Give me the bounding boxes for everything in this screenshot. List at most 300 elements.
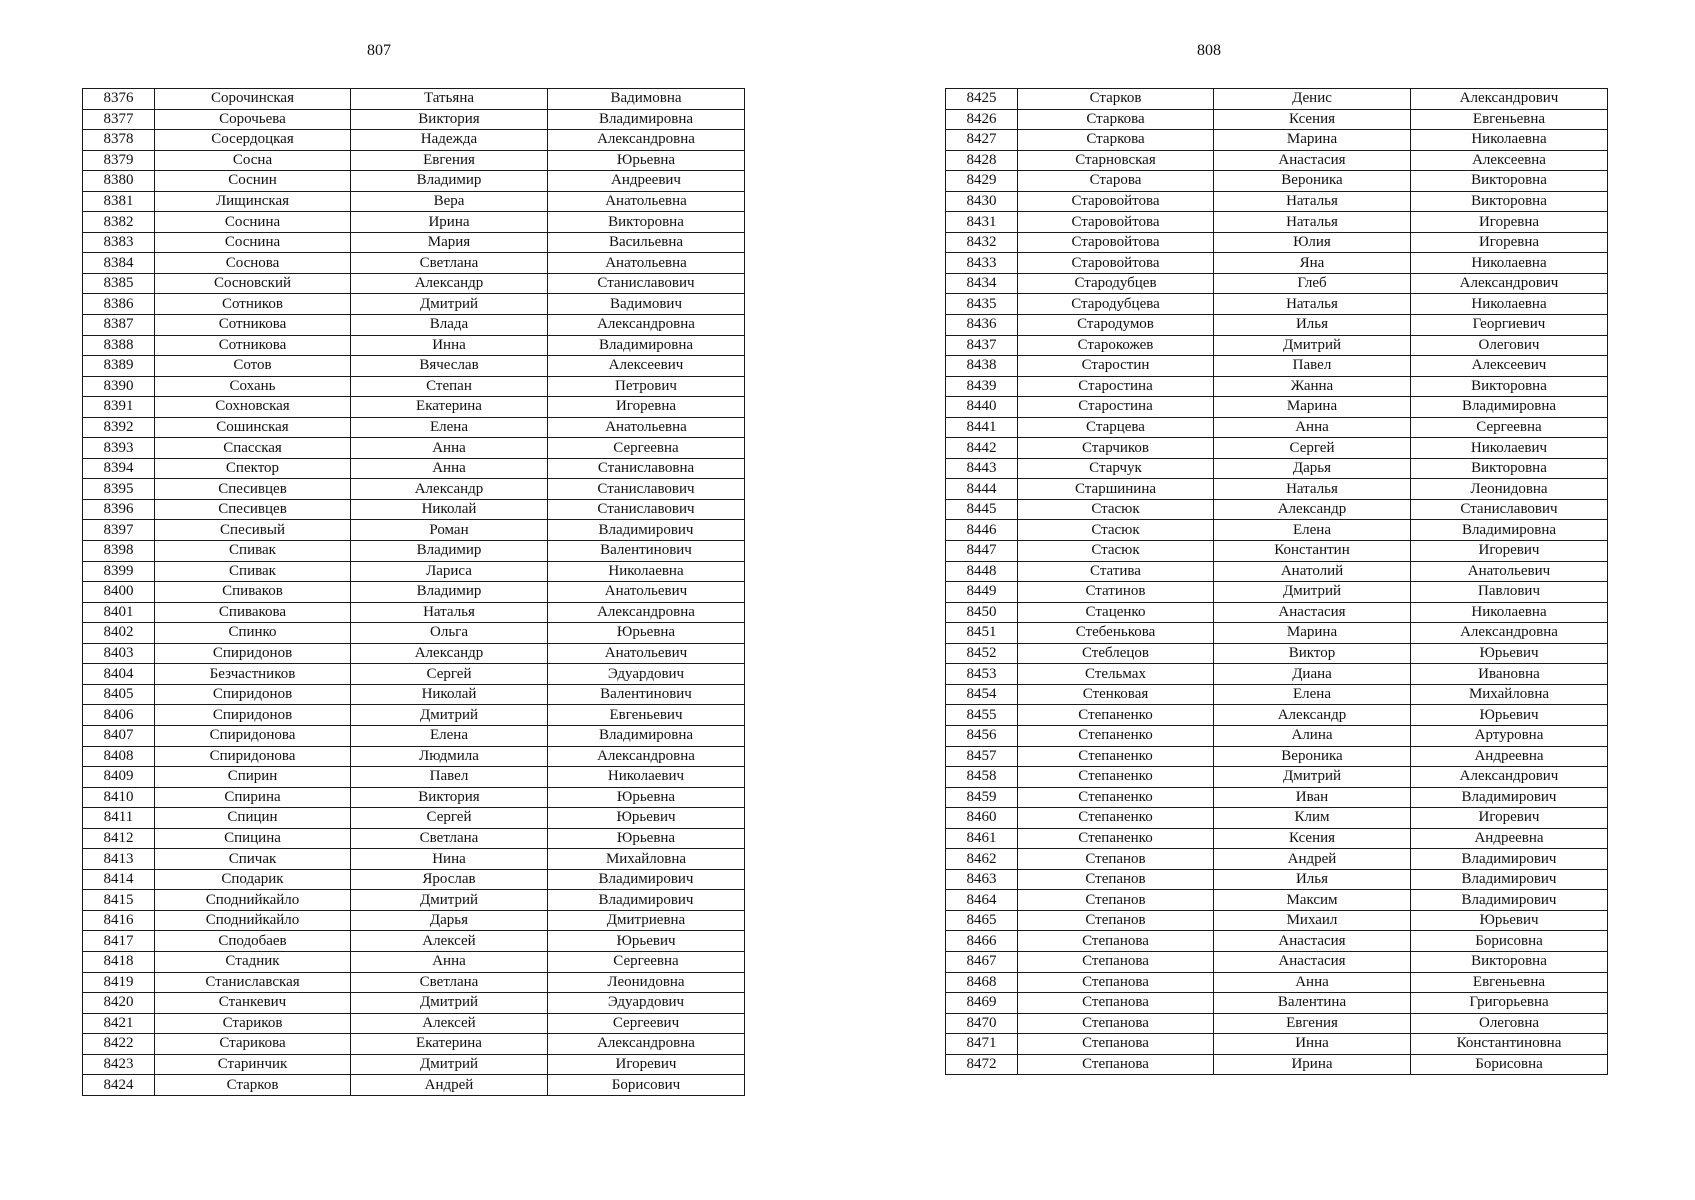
cell-last-name: Сорочьева bbox=[155, 109, 351, 130]
cell-first-name: Дмитрий bbox=[1214, 582, 1411, 603]
table-row bbox=[946, 951, 1608, 972]
cell-patronymic: Владимирович bbox=[548, 890, 745, 911]
cell-patronymic: Юрьевич bbox=[548, 808, 745, 829]
table-row bbox=[946, 376, 1608, 397]
cell-last-name: Сподарик bbox=[155, 869, 351, 890]
page-number: 807 bbox=[367, 42, 391, 59]
cell-patronymic: Станиславович bbox=[548, 479, 745, 500]
table-row bbox=[83, 232, 745, 253]
cell-patronymic: Александрович bbox=[1411, 273, 1608, 294]
cell-number: 8455 bbox=[946, 705, 1018, 726]
cell-number: 8430 bbox=[946, 191, 1018, 212]
cell-first-name: Александр bbox=[351, 273, 548, 294]
cell-patronymic: Игоревна bbox=[1411, 212, 1608, 233]
cell-patronymic: Евгеньевна bbox=[1411, 109, 1608, 130]
cell-first-name: Евгения bbox=[351, 150, 548, 171]
cell-number: 8399 bbox=[83, 561, 155, 582]
cell-patronymic: Александровна bbox=[548, 746, 745, 767]
cell-patronymic: Викторовна bbox=[1411, 191, 1608, 212]
cell-first-name: Татьяна bbox=[351, 89, 548, 110]
cell-patronymic: Владимировна bbox=[548, 335, 745, 356]
cell-patronymic: Дмитриевна bbox=[548, 910, 745, 931]
cell-last-name: Соснина bbox=[155, 232, 351, 253]
cell-patronymic: Владимировна bbox=[1411, 520, 1608, 541]
table-row bbox=[946, 458, 1608, 479]
cell-first-name: Наталья bbox=[1214, 294, 1411, 315]
table-row bbox=[83, 253, 745, 274]
cell-last-name: Стадник bbox=[155, 951, 351, 972]
cell-first-name: Анна bbox=[351, 458, 548, 479]
cell-patronymic: Эдуардович bbox=[548, 993, 745, 1014]
cell-patronymic: Николаевич bbox=[548, 767, 745, 788]
table-row bbox=[83, 705, 745, 726]
cell-first-name: Николай bbox=[351, 499, 548, 520]
table-row bbox=[946, 664, 1608, 685]
cell-last-name: Степаненко bbox=[1018, 828, 1214, 849]
cell-patronymic: Леонидовна bbox=[548, 972, 745, 993]
cell-patronymic: Константиновна bbox=[1411, 1034, 1608, 1055]
cell-number: 8377 bbox=[83, 109, 155, 130]
cell-first-name: Инна bbox=[1214, 1034, 1411, 1055]
cell-first-name: Виктор bbox=[1214, 643, 1411, 664]
cell-number: 8468 bbox=[946, 972, 1018, 993]
cell-number: 8446 bbox=[946, 520, 1018, 541]
cell-last-name: Споднийкайло bbox=[155, 910, 351, 931]
cell-first-name: Анна bbox=[1214, 417, 1411, 438]
table-row bbox=[83, 376, 745, 397]
cell-number: 8395 bbox=[83, 479, 155, 500]
cell-number: 8407 bbox=[83, 725, 155, 746]
cell-patronymic: Артуровна bbox=[1411, 725, 1608, 746]
cell-number: 8427 bbox=[946, 130, 1018, 151]
cell-last-name: Степанова bbox=[1018, 931, 1214, 952]
cell-number: 8414 bbox=[83, 869, 155, 890]
cell-patronymic: Игоревич bbox=[1411, 808, 1608, 829]
cell-first-name: Дмитрий bbox=[1214, 335, 1411, 356]
cell-first-name: Екатерина bbox=[351, 397, 548, 418]
cell-patronymic: Владимирович bbox=[1411, 787, 1608, 808]
cell-last-name: Степанов bbox=[1018, 869, 1214, 890]
cell-first-name: Яна bbox=[1214, 253, 1411, 274]
cell-last-name: Старкова bbox=[1018, 130, 1214, 151]
cell-last-name: Сохновская bbox=[155, 397, 351, 418]
table-row bbox=[83, 869, 745, 890]
cell-patronymic: Николаевна bbox=[1411, 294, 1608, 315]
cell-last-name: Спинко bbox=[155, 623, 351, 644]
cell-number: 8396 bbox=[83, 499, 155, 520]
cell-number: 8435 bbox=[946, 294, 1018, 315]
cell-patronymic: Вадимович bbox=[548, 294, 745, 315]
table-row bbox=[946, 931, 1608, 952]
cell-last-name: Старкова bbox=[1018, 109, 1214, 130]
cell-last-name: Степаненко bbox=[1018, 746, 1214, 767]
cell-last-name: Стаценко bbox=[1018, 602, 1214, 623]
cell-first-name: Роман bbox=[351, 520, 548, 541]
cell-patronymic: Юрьевич bbox=[1411, 705, 1608, 726]
cell-last-name: Статива bbox=[1018, 561, 1214, 582]
cell-first-name: Алексей bbox=[351, 1013, 548, 1034]
cell-first-name: Влада bbox=[351, 315, 548, 336]
cell-last-name: Степанов bbox=[1018, 910, 1214, 931]
table-row bbox=[946, 787, 1608, 808]
table-row bbox=[83, 767, 745, 788]
cell-last-name: Спицин bbox=[155, 808, 351, 829]
cell-first-name: Клим bbox=[1214, 808, 1411, 829]
cell-number: 8460 bbox=[946, 808, 1018, 829]
cell-first-name: Дарья bbox=[351, 910, 548, 931]
cell-last-name: Соснина bbox=[155, 212, 351, 233]
table-row bbox=[946, 541, 1608, 562]
table-row bbox=[83, 746, 745, 767]
cell-number: 8469 bbox=[946, 993, 1018, 1014]
cell-last-name: Спивак bbox=[155, 561, 351, 582]
cell-last-name: Спиридонов bbox=[155, 705, 351, 726]
cell-patronymic: Вадимовна bbox=[548, 89, 745, 110]
cell-patronymic: Владимировна bbox=[1411, 397, 1608, 418]
cell-number: 8398 bbox=[83, 541, 155, 562]
table-row bbox=[946, 150, 1608, 171]
cell-number: 8439 bbox=[946, 376, 1018, 397]
table-row bbox=[83, 150, 745, 171]
cell-number: 8380 bbox=[83, 171, 155, 192]
cell-number: 8432 bbox=[946, 232, 1018, 253]
cell-patronymic: Алексеевна bbox=[1411, 150, 1608, 171]
cell-last-name: Степанов bbox=[1018, 890, 1214, 911]
table-row bbox=[83, 1013, 745, 1034]
cell-first-name: Вероника bbox=[1214, 171, 1411, 192]
cell-patronymic: Владимировна bbox=[548, 725, 745, 746]
cell-number: 8393 bbox=[83, 438, 155, 459]
cell-last-name: Спицина bbox=[155, 828, 351, 849]
table-row bbox=[946, 767, 1608, 788]
cell-number: 8436 bbox=[946, 315, 1018, 336]
cell-patronymic: Викторовна bbox=[548, 212, 745, 233]
cell-patronymic: Павлович bbox=[1411, 582, 1608, 603]
cell-last-name: Спиридонов bbox=[155, 684, 351, 705]
cell-first-name: Лариса bbox=[351, 561, 548, 582]
cell-first-name: Наталья bbox=[1214, 479, 1411, 500]
table-row bbox=[83, 191, 745, 212]
cell-number: 8448 bbox=[946, 561, 1018, 582]
cell-first-name: Ярослав bbox=[351, 869, 548, 890]
cell-first-name: Константин bbox=[1214, 541, 1411, 562]
cell-last-name: Степаненко bbox=[1018, 787, 1214, 808]
table-row bbox=[946, 684, 1608, 705]
table-row bbox=[946, 273, 1608, 294]
cell-first-name: Светлана bbox=[351, 253, 548, 274]
cell-patronymic: Николаевич bbox=[1411, 438, 1608, 459]
cell-patronymic: Игоревич bbox=[1411, 541, 1608, 562]
table-row bbox=[83, 479, 745, 500]
cell-patronymic: Андреевич bbox=[548, 171, 745, 192]
cell-first-name: Ксения bbox=[1214, 828, 1411, 849]
cell-first-name: Владимир bbox=[351, 541, 548, 562]
cell-number: 8424 bbox=[83, 1075, 155, 1096]
table-row bbox=[83, 109, 745, 130]
cell-last-name: Старовойтова bbox=[1018, 232, 1214, 253]
cell-first-name: Илья bbox=[1214, 315, 1411, 336]
table-row bbox=[83, 356, 745, 377]
cell-last-name: Сосна bbox=[155, 150, 351, 171]
table-row bbox=[946, 520, 1608, 541]
cell-first-name: Павел bbox=[1214, 356, 1411, 377]
cell-number: 8472 bbox=[946, 1054, 1018, 1075]
cell-number: 8384 bbox=[83, 253, 155, 274]
cell-patronymic: Владимирович bbox=[1411, 869, 1608, 890]
cell-patronymic: Юрьевна bbox=[548, 150, 745, 171]
cell-number: 8413 bbox=[83, 849, 155, 870]
cell-patronymic: Олеговна bbox=[1411, 1013, 1608, 1034]
cell-number: 8453 bbox=[946, 664, 1018, 685]
cell-first-name: Михаил bbox=[1214, 910, 1411, 931]
cell-number: 8429 bbox=[946, 171, 1018, 192]
cell-number: 8397 bbox=[83, 520, 155, 541]
cell-first-name: Марина bbox=[1214, 623, 1411, 644]
cell-patronymic: Александровна bbox=[548, 130, 745, 151]
cell-first-name: Анна bbox=[1214, 972, 1411, 993]
cell-first-name: Анна bbox=[351, 951, 548, 972]
cell-number: 8411 bbox=[83, 808, 155, 829]
table-row bbox=[83, 458, 745, 479]
cell-patronymic: Сергеевна bbox=[548, 951, 745, 972]
cell-patronymic: Анатольевна bbox=[548, 253, 745, 274]
cell-first-name: Николай bbox=[351, 684, 548, 705]
cell-patronymic: Анатольевич bbox=[1411, 561, 1608, 582]
cell-last-name: Сотников bbox=[155, 294, 351, 315]
cell-patronymic: Алексеевич bbox=[1411, 356, 1608, 377]
cell-last-name: Спивакова bbox=[155, 602, 351, 623]
cell-first-name: Владимир bbox=[351, 171, 548, 192]
cell-patronymic: Евгеньевна bbox=[1411, 972, 1608, 993]
cell-last-name: Старков bbox=[1018, 89, 1214, 110]
cell-last-name: Стасюк bbox=[1018, 520, 1214, 541]
cell-number: 8450 bbox=[946, 602, 1018, 623]
cell-patronymic: Юрьевна bbox=[548, 623, 745, 644]
cell-first-name: Ксения bbox=[1214, 109, 1411, 130]
cell-last-name: Стариков bbox=[155, 1013, 351, 1034]
cell-number: 8387 bbox=[83, 315, 155, 336]
cell-patronymic: Владимирович bbox=[1411, 890, 1608, 911]
cell-first-name: Светлана bbox=[351, 972, 548, 993]
cell-patronymic: Георгиевич bbox=[1411, 315, 1608, 336]
cell-patronymic: Александровна bbox=[1411, 623, 1608, 644]
cell-last-name: Безчастников bbox=[155, 664, 351, 685]
cell-patronymic: Александрович bbox=[1411, 89, 1608, 110]
cell-first-name: Евгения bbox=[1214, 1013, 1411, 1034]
cell-last-name: Стебенькова bbox=[1018, 623, 1214, 644]
cell-patronymic: Анатольевна bbox=[548, 191, 745, 212]
table-row bbox=[83, 438, 745, 459]
cell-number: 8431 bbox=[946, 212, 1018, 233]
cell-first-name: Надежда bbox=[351, 130, 548, 151]
cell-last-name: Старинчик bbox=[155, 1054, 351, 1075]
cell-last-name: Степаненко bbox=[1018, 705, 1214, 726]
cell-first-name: Светлана bbox=[351, 828, 548, 849]
cell-first-name: Сергей bbox=[351, 808, 548, 829]
table-row bbox=[946, 890, 1608, 911]
cell-first-name: Дмитрий bbox=[1214, 767, 1411, 788]
table-row bbox=[83, 212, 745, 233]
cell-first-name: Дмитрий bbox=[351, 705, 548, 726]
cell-first-name: Анна bbox=[351, 438, 548, 459]
cell-number: 8447 bbox=[946, 541, 1018, 562]
cell-number: 8464 bbox=[946, 890, 1018, 911]
cell-number: 8458 bbox=[946, 767, 1018, 788]
cell-number: 8434 bbox=[946, 273, 1018, 294]
cell-first-name: Валентина bbox=[1214, 993, 1411, 1014]
cell-number: 8405 bbox=[83, 684, 155, 705]
cell-number: 8415 bbox=[83, 890, 155, 911]
cell-last-name: Стасюк bbox=[1018, 541, 1214, 562]
cell-patronymic: Алексеевич bbox=[548, 356, 745, 377]
cell-last-name: Спирина bbox=[155, 787, 351, 808]
table-row bbox=[946, 725, 1608, 746]
cell-patronymic: Валентинович bbox=[548, 541, 745, 562]
cell-number: 8381 bbox=[83, 191, 155, 212]
table-row bbox=[946, 808, 1608, 829]
cell-last-name: Спичак bbox=[155, 849, 351, 870]
cell-number: 8442 bbox=[946, 438, 1018, 459]
table-row bbox=[946, 315, 1608, 336]
table-row bbox=[83, 397, 745, 418]
cell-number: 8391 bbox=[83, 397, 155, 418]
table-row bbox=[83, 520, 745, 541]
table-row bbox=[83, 171, 745, 192]
cell-first-name: Марина bbox=[1214, 397, 1411, 418]
cell-number: 8441 bbox=[946, 417, 1018, 438]
cell-number: 8392 bbox=[83, 417, 155, 438]
cell-last-name: Лищинская bbox=[155, 191, 351, 212]
table-row bbox=[83, 910, 745, 931]
table-row bbox=[83, 89, 745, 110]
table-row bbox=[946, 1034, 1608, 1055]
table-row bbox=[946, 869, 1608, 890]
cell-first-name: Анастасия bbox=[1214, 931, 1411, 952]
cell-last-name: Спивак bbox=[155, 541, 351, 562]
cell-last-name: Спесивцев bbox=[155, 479, 351, 500]
cell-number: 8419 bbox=[83, 972, 155, 993]
cell-number: 8401 bbox=[83, 602, 155, 623]
cell-patronymic: Владимирович bbox=[548, 520, 745, 541]
cell-first-name: Александр bbox=[1214, 499, 1411, 520]
cell-first-name: Ольга bbox=[351, 623, 548, 644]
table-row bbox=[83, 499, 745, 520]
cell-number: 8420 bbox=[83, 993, 155, 1014]
cell-last-name: Старикова bbox=[155, 1034, 351, 1055]
cell-number: 8457 bbox=[946, 746, 1018, 767]
table-row bbox=[946, 109, 1608, 130]
cell-first-name: Анастасия bbox=[1214, 602, 1411, 623]
cell-last-name: Старостина bbox=[1018, 397, 1214, 418]
cell-first-name: Алексей bbox=[351, 931, 548, 952]
cell-patronymic: Олегович bbox=[1411, 335, 1608, 356]
cell-last-name: Степанов bbox=[1018, 849, 1214, 870]
cell-last-name: Старчиков bbox=[1018, 438, 1214, 459]
cell-last-name: Соснин bbox=[155, 171, 351, 192]
cell-number: 8467 bbox=[946, 951, 1018, 972]
table-row bbox=[83, 273, 745, 294]
cell-first-name: Ирина bbox=[351, 212, 548, 233]
cell-first-name: Андрей bbox=[351, 1075, 548, 1096]
table-row bbox=[946, 479, 1608, 500]
table-row bbox=[946, 561, 1608, 582]
cell-number: 8408 bbox=[83, 746, 155, 767]
cell-number: 8404 bbox=[83, 664, 155, 685]
cell-first-name: Максим bbox=[1214, 890, 1411, 911]
cell-number: 8410 bbox=[83, 787, 155, 808]
cell-last-name: Степаненко bbox=[1018, 725, 1214, 746]
table-row bbox=[83, 1034, 745, 1055]
cell-first-name: Диана bbox=[1214, 664, 1411, 685]
cell-last-name: Степанова bbox=[1018, 951, 1214, 972]
cell-first-name: Анастасия bbox=[1214, 150, 1411, 171]
cell-number: 8449 bbox=[946, 582, 1018, 603]
cell-first-name: Марина bbox=[1214, 130, 1411, 151]
cell-patronymic: Ивановна bbox=[1411, 664, 1608, 685]
table-row bbox=[83, 972, 745, 993]
cell-patronymic: Николаевна bbox=[548, 561, 745, 582]
table-row bbox=[946, 849, 1608, 870]
cell-first-name: Андрей bbox=[1214, 849, 1411, 870]
cell-patronymic: Михайловна bbox=[548, 849, 745, 870]
cell-patronymic: Сергеевна bbox=[1411, 417, 1608, 438]
cell-last-name: Спиваков bbox=[155, 582, 351, 603]
table-row bbox=[946, 705, 1608, 726]
cell-last-name: Сохань bbox=[155, 376, 351, 397]
cell-first-name: Степан bbox=[351, 376, 548, 397]
cell-number: 8409 bbox=[83, 767, 155, 788]
page-number: 808 bbox=[1197, 42, 1221, 59]
cell-number: 8465 bbox=[946, 910, 1018, 931]
cell-patronymic: Юрьевич bbox=[1411, 910, 1608, 931]
cell-first-name: Юлия bbox=[1214, 232, 1411, 253]
cell-number: 8418 bbox=[83, 951, 155, 972]
cell-patronymic: Евгеньевич bbox=[548, 705, 745, 726]
cell-patronymic: Юрьевич bbox=[1411, 643, 1608, 664]
cell-last-name: Стародумов bbox=[1018, 315, 1214, 336]
cell-patronymic: Игоревна bbox=[1411, 232, 1608, 253]
cell-number: 8456 bbox=[946, 725, 1018, 746]
cell-first-name: Елена bbox=[1214, 520, 1411, 541]
table-row bbox=[83, 417, 745, 438]
cell-first-name: Наталья bbox=[1214, 212, 1411, 233]
cell-first-name: Дарья bbox=[1214, 458, 1411, 479]
table-row bbox=[83, 808, 745, 829]
cell-number: 8463 bbox=[946, 869, 1018, 890]
cell-number: 8386 bbox=[83, 294, 155, 315]
cell-last-name: Спектор bbox=[155, 458, 351, 479]
cell-first-name: Анастасия bbox=[1214, 951, 1411, 972]
cell-number: 8417 bbox=[83, 931, 155, 952]
cell-first-name: Наталья bbox=[351, 602, 548, 623]
table-row bbox=[83, 541, 745, 562]
cell-patronymic: Александрович bbox=[1411, 767, 1608, 788]
cell-patronymic: Александровна bbox=[548, 315, 745, 336]
cell-patronymic: Станиславович bbox=[548, 499, 745, 520]
cell-last-name: Стародубцев bbox=[1018, 273, 1214, 294]
cell-number: 8382 bbox=[83, 212, 155, 233]
cell-last-name: Сотникова bbox=[155, 315, 351, 336]
cell-number: 8376 bbox=[83, 89, 155, 110]
cell-last-name: Спиридонова bbox=[155, 746, 351, 767]
cell-patronymic: Владимирович bbox=[1411, 849, 1608, 870]
cell-patronymic: Андреевна bbox=[1411, 828, 1608, 849]
cell-patronymic: Сергеевна bbox=[548, 438, 745, 459]
cell-patronymic: Юрьевна bbox=[548, 787, 745, 808]
cell-patronymic: Борисовна bbox=[1411, 1054, 1608, 1075]
table-row bbox=[946, 972, 1608, 993]
cell-first-name: Анатолий bbox=[1214, 561, 1411, 582]
